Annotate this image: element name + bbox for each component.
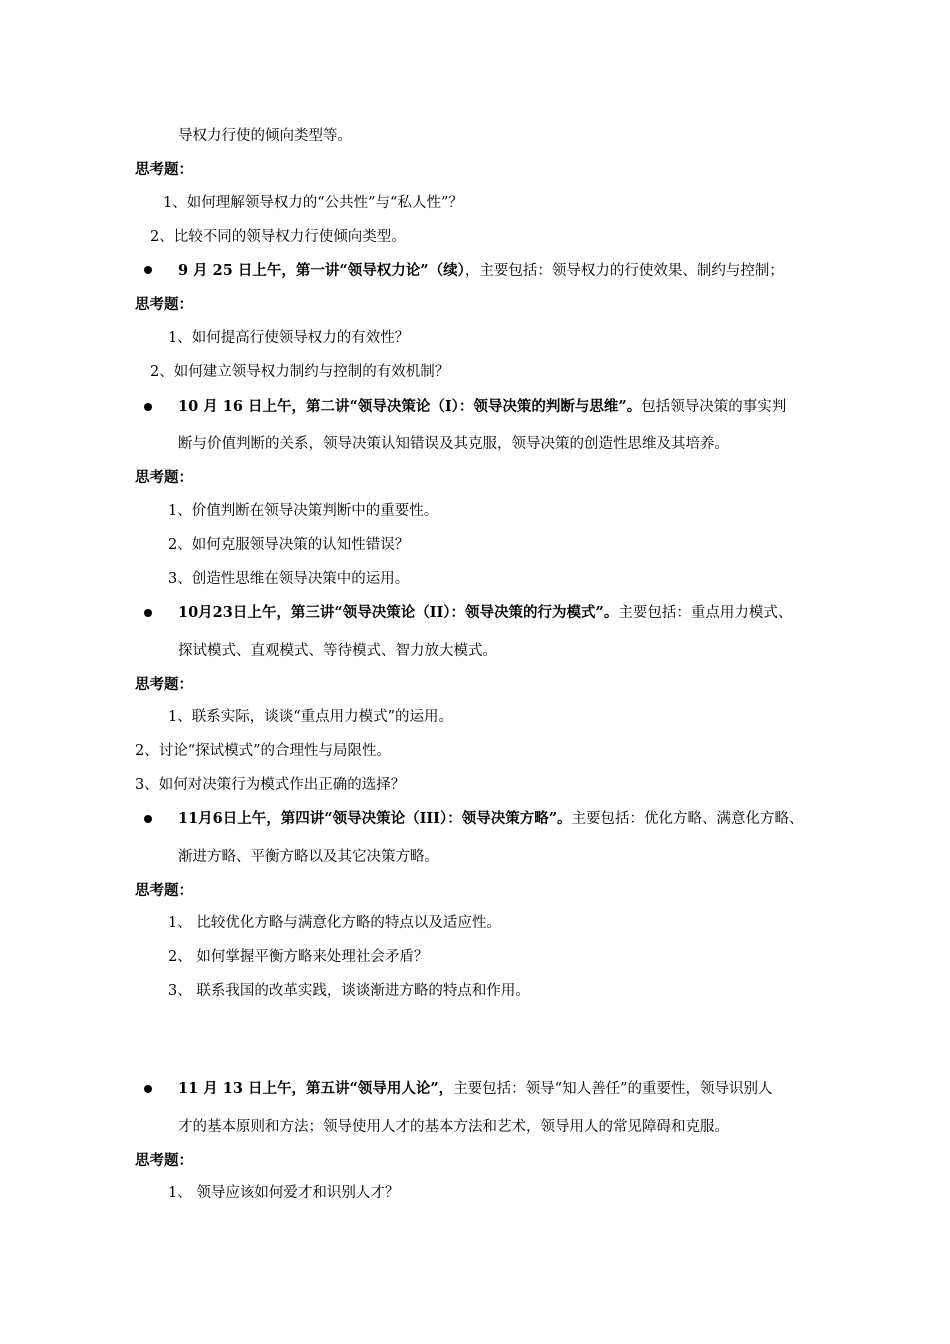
question-item: 1、 比较优化方略与满意化方略的特点以及适应性。 bbox=[168, 915, 501, 931]
question-item: 2、 如何掌握平衡方略来处理社会矛盾？ bbox=[168, 949, 429, 965]
question-item: 1、 领导应该如何爱才和识别人才？ bbox=[168, 1185, 400, 1201]
thinking-questions-heading: 思考题： bbox=[135, 1152, 193, 1169]
thinking-questions-heading: 思考题： bbox=[135, 676, 193, 693]
paragraph-text: 导权力行使的倾向类型等。 bbox=[178, 128, 352, 144]
bullet-icon bbox=[144, 609, 152, 617]
question-item: 1、如何理解领导权力的“公共性”与“私人性”？ bbox=[163, 195, 463, 211]
thinking-questions-heading: 思考题： bbox=[135, 469, 193, 486]
lecture-item bbox=[178, 398, 786, 416]
lecture-title: 10 月 16 日上午，第二讲“领导决策论（I）：领导决策的判断与思维”。 bbox=[178, 398, 642, 415]
lecture-desc: 主要包括：优化方略、满意化方略、 bbox=[571, 811, 804, 827]
question-item: 2、比较不同的领导权力行使倾向类型。 bbox=[150, 229, 406, 245]
question-item: 3、创造性思维在领导决策中的运用。 bbox=[168, 571, 410, 587]
question-item: 3、如何对决策行为模式作出正确的选择？ bbox=[135, 777, 406, 793]
lecture-desc: 包括领导决策的事实判 bbox=[641, 399, 787, 415]
question-item: 1、价值判断在领导决策判断中的重要性。 bbox=[168, 503, 439, 519]
thinking-questions-heading: 思考题： bbox=[135, 882, 193, 899]
lecture-item bbox=[178, 810, 804, 828]
question-item: 3、 联系我国的改革实践，谈谈渐进方略的特点和作用。 bbox=[168, 983, 530, 999]
lecture-item bbox=[178, 262, 784, 280]
bullet-icon bbox=[144, 1085, 152, 1093]
question-item: 2、如何克服领导决策的认知性错误？ bbox=[168, 537, 410, 553]
lecture-desc-continued: 渐进方略、平衡方略以及其它决策方略。 bbox=[178, 849, 439, 865]
lecture-desc-continued: 断与价值判断的关系，领导决策认知错误及其克服，领导决策的创造性思维及其培养。 bbox=[178, 436, 729, 452]
lecture-title: 10月23日上午，第三讲“领导决策论（II）：领导决策的行为模式”。 bbox=[178, 604, 619, 621]
lecture-desc: ，主要包括：领导权力的行使效果、制约与控制； bbox=[464, 263, 784, 279]
lecture-title: 11月6日上午，第四讲“领导决策论（III）：领导决策方略”。 bbox=[178, 810, 572, 827]
lecture-item bbox=[178, 1080, 773, 1098]
bullet-icon bbox=[144, 815, 152, 823]
bullet-icon bbox=[144, 266, 152, 274]
lecture-desc: 主要包括：领导“知人善任”的重要性，领导识别人 bbox=[453, 1081, 773, 1097]
lecture-desc-continued: 才的基本原则和方法；领导使用人才的基本方法和艺术，领导用人的常见障碍和克服。 bbox=[178, 1119, 729, 1135]
question-item: 2、如何建立领导权力制约与控制的有效机制？ bbox=[150, 364, 450, 380]
question-item: 2、讨论“探试模式”的合理性与局限性。 bbox=[135, 743, 392, 759]
thinking-questions-heading: 思考题： bbox=[135, 161, 193, 178]
lecture-title: 9 月 25 日上午，第一讲“领导权力论”（续） bbox=[178, 262, 465, 279]
lecture-title: 11 月 13 日上午，第五讲“领导用人论”， bbox=[178, 1080, 454, 1097]
thinking-questions-heading: 思考题： bbox=[135, 296, 193, 313]
question-item: 1、如何提高行使领导权力的有效性？ bbox=[168, 330, 410, 346]
lecture-desc: 主要包括：重点用力模式、 bbox=[618, 605, 793, 621]
question-item: 1、联系实际，谈谈“重点用力模式”的运用。 bbox=[168, 709, 454, 725]
lecture-desc-continued: 探试模式、直观模式、等待模式、智力放大模式。 bbox=[178, 643, 497, 659]
lecture-item bbox=[178, 604, 792, 622]
bullet-icon bbox=[144, 403, 152, 411]
